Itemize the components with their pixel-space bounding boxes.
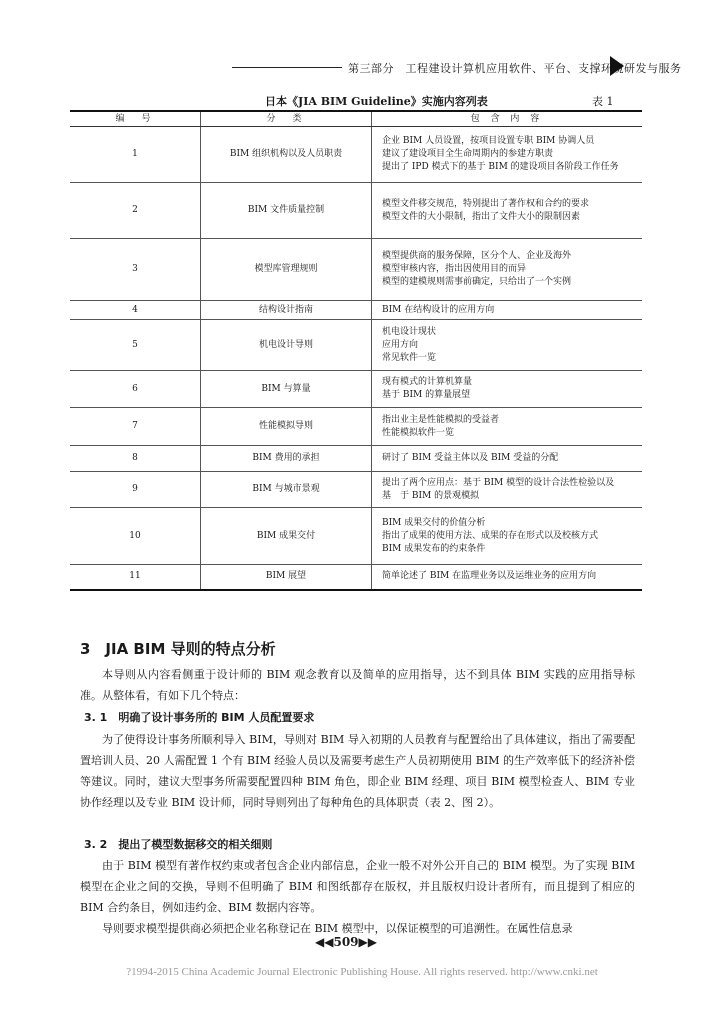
content-line: 性能模拟软件一览	[382, 427, 455, 438]
page-number-value: 509	[333, 935, 359, 949]
page-number: ◀◀509▶▶	[315, 935, 377, 949]
row-category: 模型库管理规则	[201, 239, 372, 301]
subsection-paragraph-3-2a: 由于 BIM 模型有著作权约束或者包含企业内部信息，企业一般不对外公开自己的 BIM 模型。为了实现 BIM 模型在企业之间的交换，导则不但明确了 BIM 和图纸都存在版权，并且版权归设计者所有，而且提到了相应的 BIM 合约条目，例如违约金、BIM 数据内容等。	[80, 859, 635, 914]
table-row	[70, 508, 642, 565]
table-row	[70, 127, 642, 183]
content-line: BIM 在结构设计的应用方向	[382, 304, 495, 315]
row-number: 5	[70, 320, 201, 371]
row-content	[372, 127, 643, 183]
content-line: 常见软件一览	[382, 352, 437, 363]
column-header-content: 包 含 内 容	[372, 111, 643, 127]
table-title: 日本《JIA BIM Guideline》实施内容列表	[265, 95, 488, 108]
subsection-heading-3-2: 3. 2 提出了模型数据移交的相关细则	[84, 838, 273, 851]
row-content	[372, 565, 643, 590]
column-header-number: 编 号	[70, 111, 201, 127]
row-number: 4	[70, 301, 201, 320]
subsection-heading-3-1: 3. 1 明确了设计事务所的 BIM 人员配置要求	[84, 711, 315, 724]
content-table	[70, 110, 642, 591]
content-line: 模型文件移交规范，特别提出了著作权和合约的要求	[382, 198, 590, 209]
column-header-category: 分 类	[201, 111, 372, 127]
row-category: BIM 费用的承担	[201, 446, 372, 472]
row-number: 2	[70, 183, 201, 239]
table-row	[70, 320, 642, 371]
row-number: 8	[70, 446, 201, 472]
content-line: 简单论述了 BIM 在监理业务以及运维业务的应用方向	[382, 571, 597, 582]
table-row	[70, 565, 642, 590]
content-line: 指出了成果的使用方法、成果的存在形式以及校核方式	[382, 530, 599, 541]
row-content	[372, 446, 643, 472]
content-line: 指出业主是性能模拟的受益者	[382, 414, 500, 425]
header-rule	[232, 67, 342, 68]
row-category: BIM 组织机构以及人员职责	[201, 127, 372, 183]
content-line: 模型的建模规则需事前确定，只给出了一个实例	[382, 277, 572, 287]
row-number: 11	[70, 565, 201, 590]
content-line: 机电设计现状	[382, 326, 437, 337]
section-heading: 3 JIA BIM 导则的特点分析	[80, 640, 276, 658]
row-content	[372, 408, 643, 446]
content-line: BIM 成果发布的约束条件	[382, 543, 486, 554]
row-category: 机电设计导则	[201, 320, 372, 371]
row-content	[372, 371, 643, 408]
row-content	[372, 508, 643, 565]
table-header-row	[70, 111, 642, 127]
table-number: 表 1	[592, 95, 614, 108]
content-line: 模型文件的大小限制，指出了文件大小的限制因素	[382, 211, 581, 222]
content-line: 模型提供商的服务保障，区分个人、企业及海外	[382, 251, 572, 261]
content-line: 基 于 BIM 的景观模拟	[382, 490, 480, 501]
content-line: 研讨了 BIM 受益主体以及 BIM 受益的分配	[382, 453, 559, 463]
row-content	[372, 472, 643, 508]
content-line: 企业 BIM 人员设置，按项目设置专职 BIM 协调人员	[382, 136, 595, 146]
copyright-notice: ?1994-2015 China Academic Journal Electronic Publishing House. All rights reserved. http://www.cnki.net	[126, 966, 598, 978]
row-number: 1	[70, 127, 201, 183]
header-arrow-icon	[610, 56, 624, 76]
row-category: BIM 与算量	[201, 371, 372, 408]
content-line: BIM 成果交付的价值分析	[382, 517, 486, 528]
row-content	[372, 320, 643, 371]
row-number: 9	[70, 472, 201, 508]
row-content	[372, 239, 643, 301]
content-line: 基于 BIM 的算量展望	[382, 390, 471, 400]
content-line: 提出了 IPD 模式下的基于 BIM 的建设项目各阶段工作任务	[382, 162, 619, 172]
row-number: 6	[70, 371, 201, 408]
subsection-paragraph-3-1: 为了使得设计事务所顺利导入 BIM，导则对 BIM 导入初期的人员教育与配置给出了具体建议，指出了需要配置培训人员、20 人需配置 1 个有 BIM 经验人员以及需要考虑生产人员初期使用 BIM 的生产效率低下的经济补偿等建议。同时，建议大型事务所需要配置四种 BIM 角色，即企业 BIM 经理、项目 BIM 模型检查人、BIM 专业协作经理以及专业 BIM 设计师，同时导则列出了每种角色的具体职责（表 2、图 2）。	[80, 733, 635, 809]
table-row	[70, 371, 642, 408]
row-category: 结构设计指南	[201, 301, 372, 320]
row-content	[372, 301, 643, 320]
row-category: BIM 展望	[201, 565, 372, 590]
row-number: 10	[70, 508, 201, 565]
table-row	[70, 301, 642, 320]
running-header-title: 第三部分 工程建设计算机应用软件、平台、支撑环境研发与服务	[348, 62, 682, 75]
row-number: 3	[70, 239, 201, 301]
table-row	[70, 446, 642, 472]
subsection-paragraph-3-2b: 导则要求模型提供商必须把企业名称登记在 BIM 模型中，以保证模型的可追溯性。在属性信息录	[102, 922, 573, 935]
content-line: 提出了两个应用点：基于 BIM 模型的设计合法性检验以及	[382, 477, 615, 488]
row-category: BIM 与城市景观	[201, 472, 372, 508]
table-row	[70, 183, 642, 239]
content-line: 建议了建设项目全生命周期内的参建方职责	[382, 149, 554, 159]
intro-paragraph: 本导则从内容看侧重于设计师的 BIM 观念教育以及简单的应用指导，达不到具体 BIM 实践的应用指导标准。从整体看，有如下几个特点：	[80, 668, 635, 702]
content-line: 现有模式的计算机算量	[382, 377, 473, 387]
row-number: 7	[70, 408, 201, 446]
content-line: 模型审核内容，指出因使用目的而异	[382, 264, 527, 274]
table-row	[70, 408, 642, 446]
row-category: BIM 成果交付	[201, 508, 372, 565]
table-row	[70, 239, 642, 301]
content-line: 应用方向	[382, 339, 419, 350]
table-row	[70, 472, 642, 508]
row-category: BIM 文件质量控制	[201, 183, 372, 239]
row-content	[372, 183, 643, 239]
row-category: 性能模拟导则	[201, 408, 372, 446]
